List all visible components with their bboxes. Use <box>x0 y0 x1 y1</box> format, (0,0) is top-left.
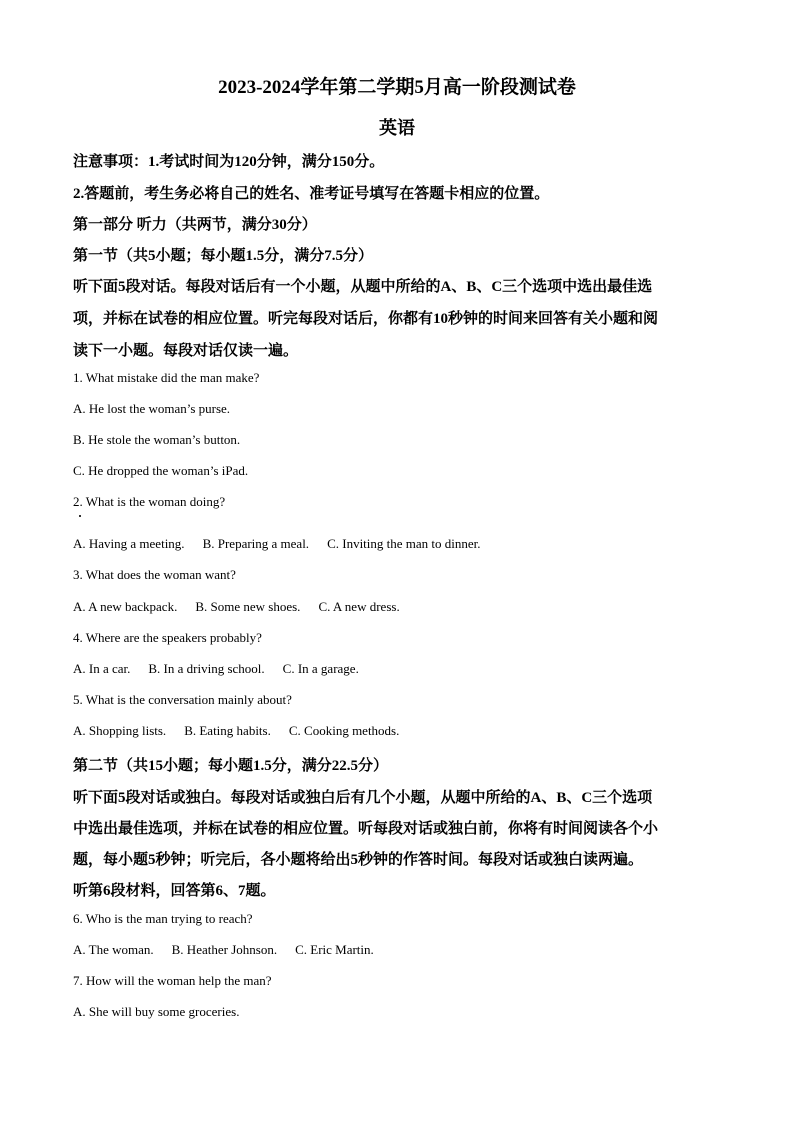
option: A. In a car. <box>73 661 131 676</box>
section2-instruction-line: 听下面5段对话或独白。每段对话或独白后有几个小题，从题中所给的A、B、C三个选项 <box>73 790 653 806</box>
options-row <box>73 723 417 739</box>
option: C. He dropped the woman’s iPad. <box>73 463 249 478</box>
question-4: 4. Where are the speakers probably? <box>73 630 262 645</box>
option: A. Shopping lists. <box>73 723 167 738</box>
section2-instruction-line: 题，每小题5秒钟；听完后，各小题将给出5秒钟的作答时间。每段对话或独白读两遍。 <box>73 852 644 868</box>
options-row <box>73 536 499 552</box>
exam-title: 2023-2024学年第二学期5月高一阶段测试卷 <box>218 77 576 98</box>
question-3: 3. What does the woman want? <box>73 567 236 582</box>
option: A. She will buy some groceries. <box>73 1004 240 1019</box>
option: C. Eric Martin. <box>295 942 374 957</box>
option: B. He stole the woman’s button. <box>73 432 241 447</box>
options-row <box>73 661 377 677</box>
section2-instruction-line: 中选出最佳选项，并标在试卷的相应位置。听每段对话或独白前，你将有时间阅读各个小 <box>73 821 659 837</box>
part1-heading: 第一部分 听力（共两节，满分30分） <box>73 217 317 233</box>
option: C. A new dress. <box>318 599 400 614</box>
option: A. The woman. <box>73 942 154 957</box>
option: C. Inviting the man to dinner. <box>327 536 481 551</box>
question-6: 6. Who is the man trying to reach? <box>73 911 253 926</box>
options-row <box>73 942 392 958</box>
section1-instruction-line: 听下面5段对话。每段对话后有一个小题，从题中所给的A、B、C三个选项中选出最佳选 <box>73 279 653 295</box>
section1-instruction-line: 项，并标在试卷的相应位置。听完每段对话后，你都有10秒钟的时间来回答有关小题和阅 <box>73 311 659 327</box>
option: B. Some new shoes. <box>195 599 301 614</box>
option: B. Heather Johnson. <box>171 942 278 957</box>
material-note: 听第6段材料，回答第6、7题。 <box>73 883 276 899</box>
question-2: 2. What is the woman doing? <box>73 494 226 509</box>
option: B. Preparing a meal. <box>202 536 310 551</box>
section1-instruction-line: 读下一小题。每段对话仅读一遍。 <box>73 343 299 359</box>
stray-mark <box>79 515 81 517</box>
question-5: 5. What is the conversation mainly about? <box>73 692 292 707</box>
subject-title: 英语 <box>379 118 415 138</box>
option: B. Eating habits. <box>184 723 271 738</box>
options-row <box>73 599 418 615</box>
option: C. Cooking methods. <box>288 723 400 738</box>
option: A. He lost the woman’s purse. <box>73 401 231 416</box>
option: A. Having a meeting. <box>73 536 185 551</box>
notice-line-1: 注意事项：1.考试时间为120分钟，满分150分。 <box>73 154 385 170</box>
section2-heading: 第二节（共15小题；每小题1.5分，满分22.5分） <box>73 758 389 774</box>
notice-line-2: 2.答题前，考生务必将自己的姓名、准考证号填写在答题卡相应的位置。 <box>73 186 550 202</box>
question-1: 1. What mistake did the man make? <box>73 370 260 385</box>
option: B. In a driving school. <box>148 661 265 676</box>
section1-heading: 第一节（共5小题；每小题1.5分，满分7.5分） <box>73 248 374 264</box>
option: C. In a garage. <box>282 661 359 676</box>
option: A. A new backpack. <box>73 599 178 614</box>
question-7: 7. How will the woman help the man? <box>73 973 272 988</box>
